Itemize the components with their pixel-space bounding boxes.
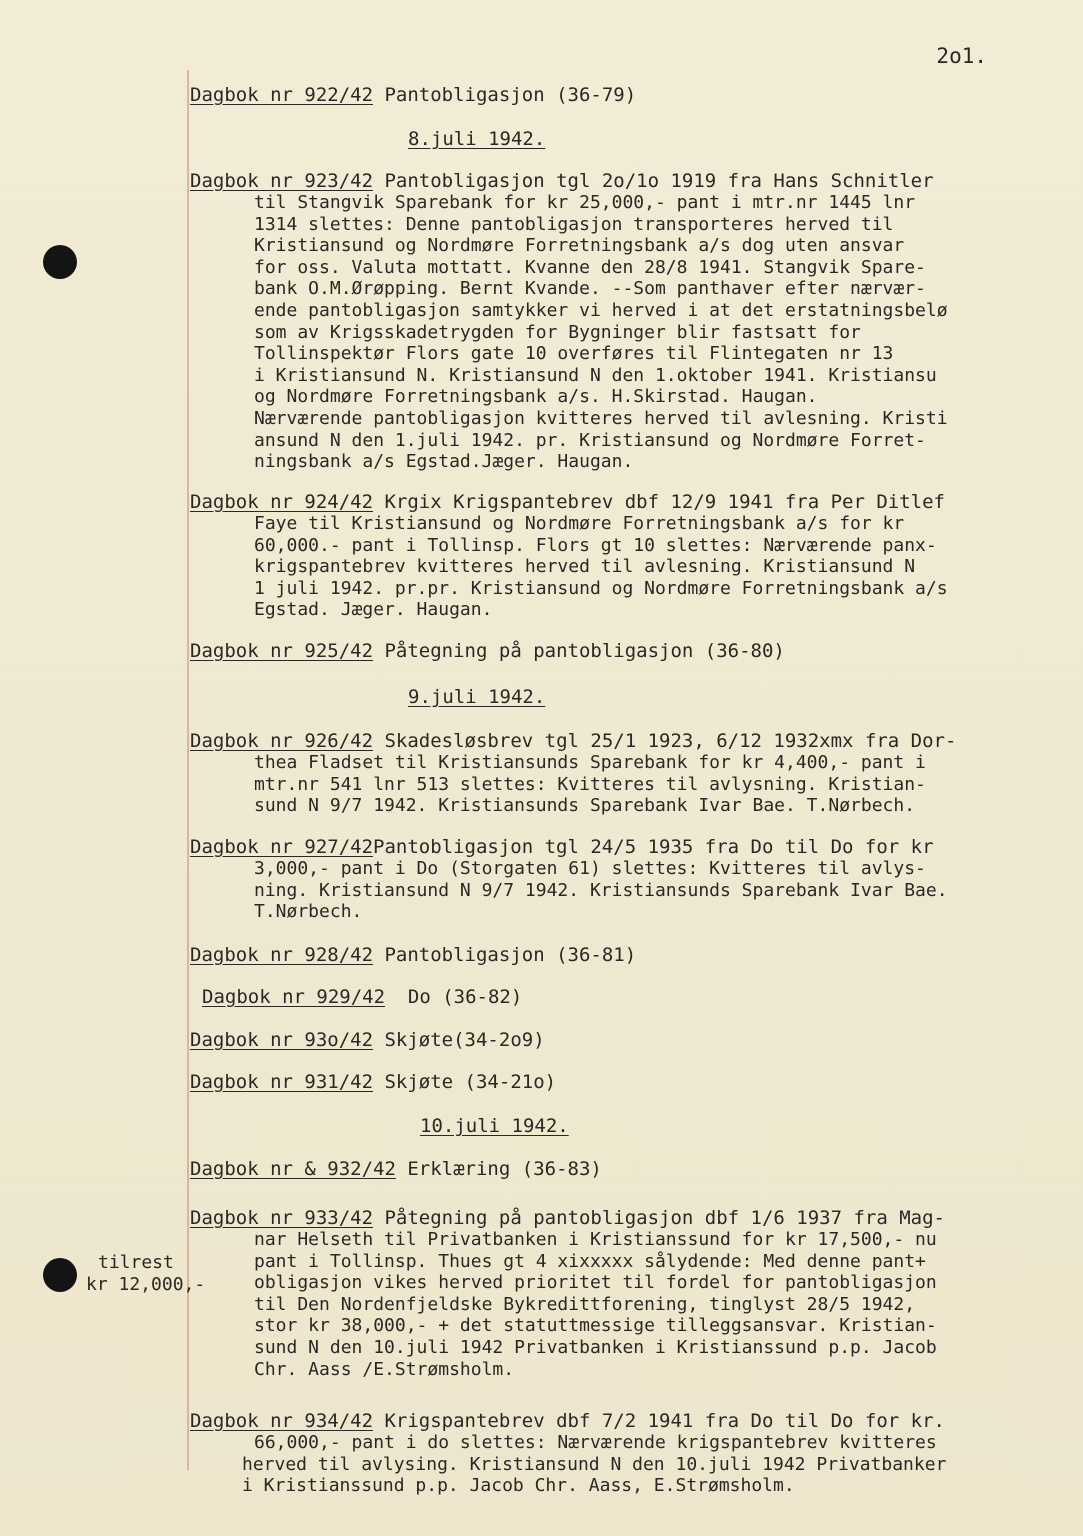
- entry-line: bank O.M.Ørøpping. Bernt Kvande. --Som panthaver efter nærvær-: [254, 278, 926, 300]
- entry-number: Dagbok nr 93o/42: [190, 1029, 374, 1051]
- entry-927: [190, 836, 1070, 923]
- entry-line: 3,000,- pant i Do (Storgaten 61) slettes: Kvitteres til avlys-: [254, 858, 926, 879]
- entry-text: Krigspantebrev dbf 7/2 1941 fra Do til Do for kr.: [384, 1410, 945, 1432]
- entry-number: Dagbok nr 922/42: [190, 84, 374, 106]
- entry-line: T.Nørbech.: [254, 901, 363, 923]
- entry-number: Dagbok nr 928/42: [190, 944, 374, 966]
- entry-number: Dagbok nr 927/42: [190, 836, 374, 858]
- entry-934: [190, 1410, 1070, 1497]
- entry-line: sund N 9/7 1942. Kristiansunds Sparebank Ivar Bae. T.Nørbech.: [254, 795, 916, 817]
- entry-line: som av Krigsskadetrygden for Bygninger blir fastsatt for: [254, 321, 861, 343]
- entry-number: Dagbok nr 933/42: [190, 1207, 374, 1229]
- entry-line: 60,000.- pant i Tollinsp. Flors gt 10 slettes: Nærværende panx-: [254, 534, 937, 556]
- entry-text: Do (36-82): [407, 986, 523, 1008]
- entry-line: ning. Kristiansund N 9/7 1942. Kristiansunds Sparebank Ivar Bae.: [254, 879, 948, 901]
- punch-hole-bottom: [43, 1258, 77, 1292]
- entry-line: i Kristiansund N. Kristiansund N den 1.oktober 1941. Kristiansu: [254, 364, 937, 386]
- entry-number: Dagbok nr 925/42: [190, 640, 374, 662]
- entry-926: [190, 730, 1070, 817]
- entry-line: ningsbank a/s Egstad.Jæger. Haugan.: [254, 451, 634, 473]
- entry-line: til Den Nordenfjeldske Bykredittforening, tinglyst 28/5 1942,: [254, 1293, 916, 1315]
- entry-line: sund N den 10.juli 1942 Privatbanken i Kristianssund p.p. Jacob: [254, 1336, 937, 1358]
- entry-number: Dagbok nr 926/42: [190, 730, 374, 752]
- entry-text: Pantobligasjon tgl 24/5 1935 fra Do til Do for kr: [373, 836, 934, 858]
- entry-text: Krgix Krigspantebrev dbf 12/9 1941 fra Per Ditlef: [384, 491, 945, 513]
- margin-note: [88, 1252, 205, 1296]
- entry-line: krigspantebrev kvitteres herved til avlesning. Kristiansund N: [254, 556, 916, 578]
- entry-line: Tollinspektør Flors gate 10 overføres til Flintegaten nr 13: [254, 343, 894, 365]
- entry-number: Dagbok nr 929/42: [202, 986, 386, 1008]
- entry-line: Nærværende pantobligasjon kvitteres herved til avlesning. Kristi: [254, 407, 948, 429]
- entry-text: Erklæring (36-83): [407, 1158, 602, 1180]
- entry-line: ende pantobligasjon samtykker vi herved i at det erstatningsbelø: [254, 299, 948, 321]
- entry-924: [190, 491, 1070, 621]
- entry-line: i Kristianssund p.p. Jacob Chr. Aass, E.Strømsholm.: [242, 1475, 795, 1497]
- entry-number: Dagbok nr & 932/42: [190, 1158, 396, 1180]
- entry-text: Skadesløsbrev tgl 25/1 1923, 6/12 1932xmx fra Dor-: [384, 730, 957, 752]
- entry-line: ansund N den 1.juli 1942. pr. Kristiansund og Nordmøre Forret-: [254, 429, 926, 451]
- entry-text: Skjøte (34-21o): [384, 1071, 557, 1093]
- entry-932: [190, 1158, 1070, 1180]
- entry-text: Skjøte(34-2o9): [384, 1029, 545, 1051]
- page-number: 2o1.: [936, 44, 987, 68]
- entry-931: [190, 1071, 1070, 1093]
- entry-line: herved til avlysing. Kristiansund N den 10.juli 1942 Privatbanker: [242, 1453, 947, 1475]
- entry-930: [190, 1029, 1070, 1051]
- entry-number: Dagbok nr 923/42: [190, 170, 374, 192]
- margin-note-line: kr 12,000,-: [86, 1274, 206, 1295]
- punch-hole-top: [43, 245, 77, 279]
- entry-line: 66,000,- pant i do slettes: Nærværende krigspantebrev kvitteres: [254, 1432, 937, 1453]
- entry-number: Dagbok nr 934/42: [190, 1410, 374, 1432]
- entry-line: Faye til Kristiansund og Nordmøre Forretningsbank a/s for kr: [254, 513, 905, 534]
- entry-928: [190, 944, 1070, 966]
- entry-text: Pantobligasjon tgl 2o/1o 1919 fra Hans Schnitler: [384, 170, 934, 192]
- entry-line: nar Helseth til Privatbanken i Kristianssund for kr 17,500,- nu: [254, 1229, 937, 1250]
- entry-line: for oss. Valuta mottatt. Kvanne den 28/8 1941. Stangvik Spare-: [254, 256, 926, 278]
- entry-text: Pantobligasjon (36-81): [384, 944, 637, 966]
- entry-line: og Nordmøre Forretningsbank a/s. H.Skirstad. Haugan.: [254, 386, 818, 408]
- entry-text: Påtegning på pantobligasjon (36-80): [384, 640, 785, 662]
- date-heading-3: 10.juli 1942.: [420, 1115, 569, 1137]
- entry-line: 1314 slettes: Denne pantobligasjon transporteres herved til: [254, 213, 894, 235]
- entry-925: [190, 640, 1070, 662]
- entry-922: [190, 84, 1070, 106]
- entry-923: [190, 170, 1070, 473]
- entry-line: 1 juli 1942. pr.pr. Kristiansund og Nordmøre Forretningsbank a/s: [254, 577, 948, 599]
- entry-line: Chr. Aass /E.Strømsholm.: [254, 1358, 515, 1380]
- entry-line: pant i Tollinsp. Thues gt 4 xixxxxx sålydende: Med denne pant+: [254, 1250, 926, 1272]
- entry-line: Kristiansund og Nordmøre Forretningsbank a/s dog uten ansvar: [254, 235, 905, 257]
- entry-line: obligasjon vikes herved prioritet til fordel for pantobligasjon: [254, 1272, 937, 1294]
- entry-text: Påtegning på pantobligasjon dbf 1/6 1937 fra Mag-: [384, 1207, 945, 1229]
- entry-line: thea Fladset til Kristiansunds Sparebank for kr 4,400,- pant i: [254, 752, 926, 773]
- entry-929: [202, 986, 1082, 1008]
- entry-line: mtr.nr 541 lnr 513 slettes: Kvitteres til avlysning. Kristian-: [254, 773, 926, 795]
- entry-number: Dagbok nr 931/42: [190, 1071, 374, 1093]
- entry-933: [190, 1207, 1070, 1380]
- entry-text: Pantobligasjon (36-79): [384, 84, 637, 106]
- entry-number: Dagbok nr 924/42: [190, 491, 374, 513]
- margin-note-line: tilrest: [98, 1252, 174, 1273]
- date-heading-1: 8.juli 1942.: [408, 128, 546, 150]
- entry-line: Egstad. Jæger. Haugan.: [254, 599, 493, 621]
- date-heading-2: 9.juli 1942.: [408, 686, 546, 708]
- entry-line: stor kr 38,000,- + det statuttmessige tilleggsansvar. Kristian-: [254, 1315, 937, 1337]
- entry-line: til Stangvik Sparebank for kr 25,000,- pant i mtr.nr 1445 lnr: [254, 192, 916, 213]
